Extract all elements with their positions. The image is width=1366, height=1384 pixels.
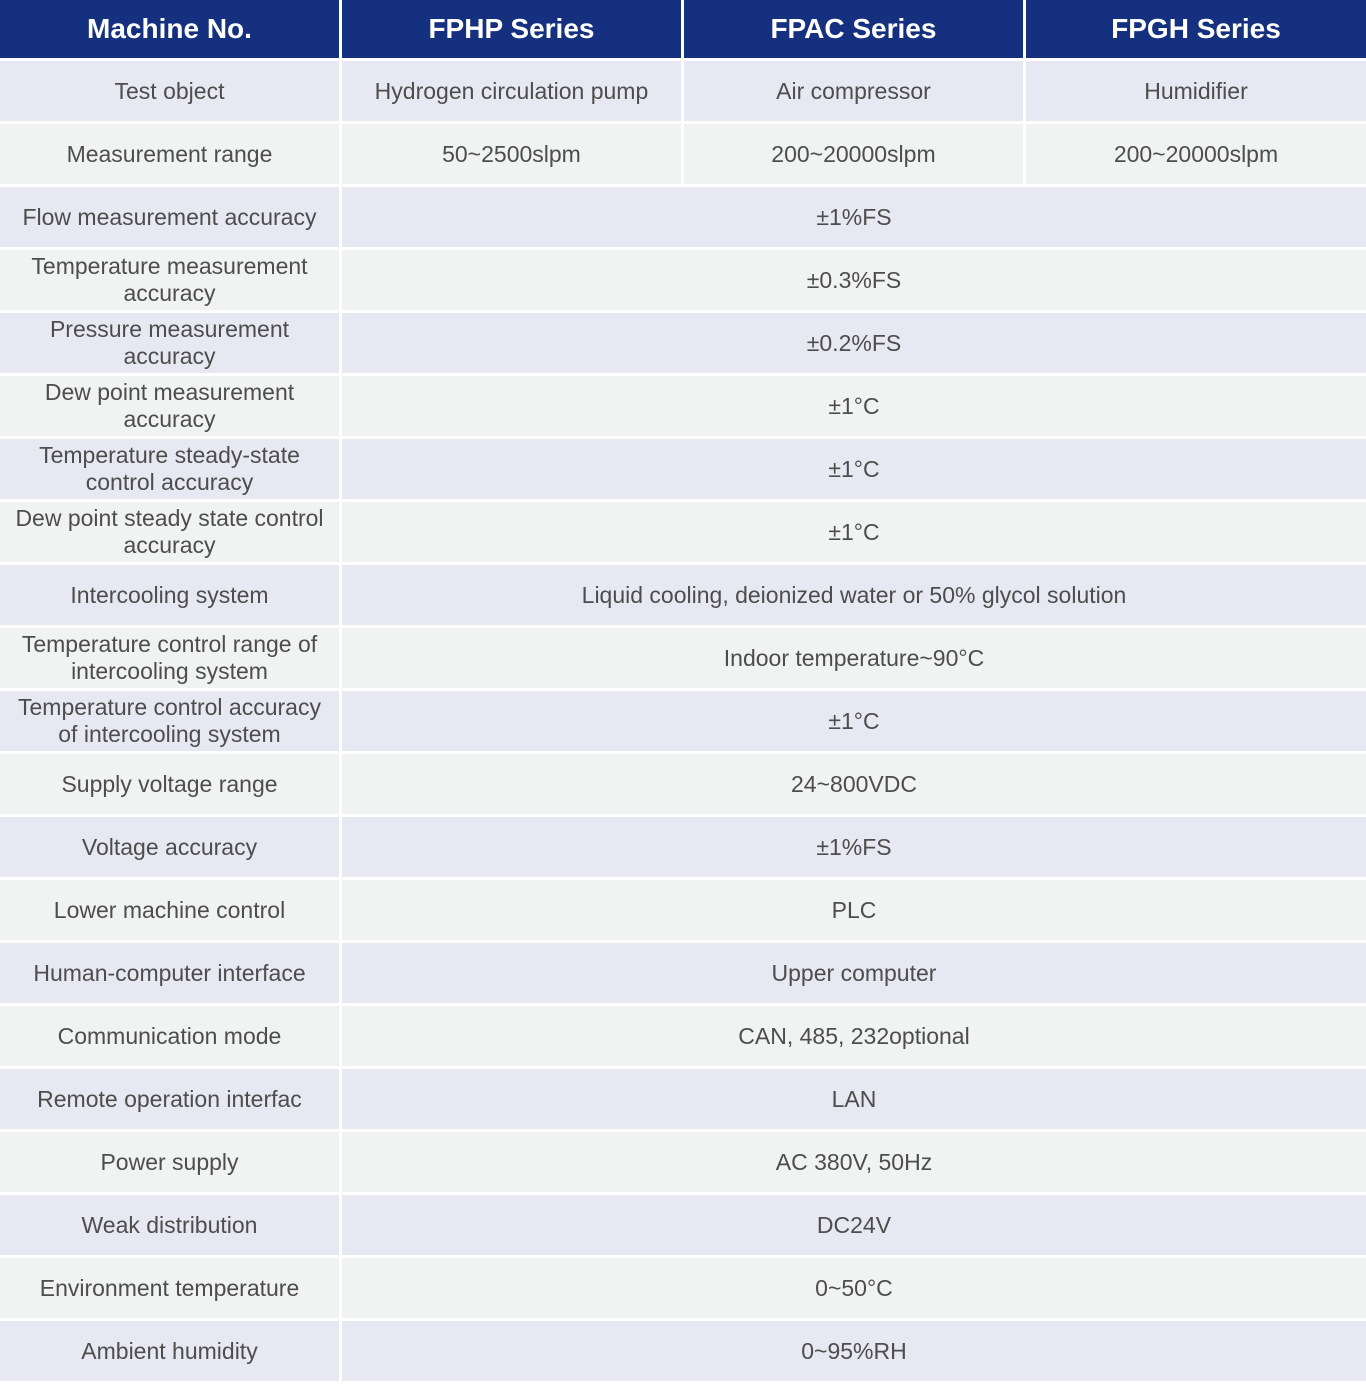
table-row xyxy=(0,691,1366,751)
row-label: Test object xyxy=(0,61,339,121)
row-label: Power supply xyxy=(0,1132,339,1192)
row-label: Environment temperature xyxy=(0,1258,339,1318)
row-label: Measurement range xyxy=(0,124,339,184)
row-value: ±1°C xyxy=(342,691,1366,751)
table-row xyxy=(0,1321,1366,1381)
table-row xyxy=(0,754,1366,814)
row-value-fpac: Air compressor xyxy=(684,61,1023,121)
row-label: Communication mode xyxy=(0,1006,339,1066)
row-label: Lower machine control xyxy=(0,880,339,940)
table-row xyxy=(0,439,1366,499)
row-value: PLC xyxy=(342,880,1366,940)
row-value: ±1%FS xyxy=(342,187,1366,247)
table-row xyxy=(0,943,1366,1003)
table-row xyxy=(0,628,1366,688)
row-label: Intercooling system xyxy=(0,565,339,625)
row-value: ±1°C xyxy=(342,439,1366,499)
table-row xyxy=(0,1195,1366,1255)
row-value: 0~95%RH xyxy=(342,1321,1366,1381)
table-row xyxy=(0,124,1366,184)
table-row xyxy=(0,313,1366,373)
row-label: Dew point steady state control accuracy xyxy=(0,502,339,562)
table-row xyxy=(0,1069,1366,1129)
table-row xyxy=(0,1132,1366,1192)
row-label: Flow measurement accuracy xyxy=(0,187,339,247)
table-row xyxy=(0,502,1366,562)
row-value: CAN, 485, 232optional xyxy=(342,1006,1366,1066)
row-label: Ambient humidity xyxy=(0,1321,339,1381)
row-value-fpgh: 200~20000slpm xyxy=(1026,124,1366,184)
table-row xyxy=(0,880,1366,940)
row-value-fpgh: Humidifier xyxy=(1026,61,1366,121)
row-value: LAN xyxy=(342,1069,1366,1129)
row-value: AC 380V, 50Hz xyxy=(342,1132,1366,1192)
row-value: DC24V xyxy=(342,1195,1366,1255)
row-value: ±1°C xyxy=(342,376,1366,436)
row-label: Temperature steady-state control accuracy xyxy=(0,439,339,499)
header-machine-no: Machine No. xyxy=(0,0,339,58)
header-row xyxy=(0,0,1366,58)
row-label: Weak distribution xyxy=(0,1195,339,1255)
table-row xyxy=(0,1006,1366,1066)
row-label: Dew point measurement accuracy xyxy=(0,376,339,436)
row-value-fphp: 50~2500slpm xyxy=(342,124,681,184)
table-row xyxy=(0,817,1366,877)
table-row xyxy=(0,187,1366,247)
header-series-fphp: FPHP Series xyxy=(342,0,681,58)
table-row xyxy=(0,250,1366,310)
row-value: ±0.3%FS xyxy=(342,250,1366,310)
row-value: Liquid cooling, deionized water or 50% glycol solution xyxy=(342,565,1366,625)
table-row xyxy=(0,376,1366,436)
header-series-fpac: FPAC Series xyxy=(684,0,1023,58)
row-label: Supply voltage range xyxy=(0,754,339,814)
row-label: Temperature control accuracy of intercooling system xyxy=(0,691,339,751)
row-value: 24~800VDC xyxy=(342,754,1366,814)
row-value: ±0.2%FS xyxy=(342,313,1366,373)
row-value: 0~50°C xyxy=(342,1258,1366,1318)
row-label: Human-computer interface xyxy=(0,943,339,1003)
row-label: Remote operation interfac xyxy=(0,1069,339,1129)
row-label: Temperature control range of intercooling system xyxy=(0,628,339,688)
row-label: Voltage accuracy xyxy=(0,817,339,877)
row-value-fphp: Hydrogen circulation pump xyxy=(342,61,681,121)
table-row xyxy=(0,61,1366,121)
row-value: Upper computer xyxy=(342,943,1366,1003)
row-value: ±1%FS xyxy=(342,817,1366,877)
row-label: Temperature measurement accuracy xyxy=(0,250,339,310)
table-row xyxy=(0,565,1366,625)
row-value-fpac: 200~20000slpm xyxy=(684,124,1023,184)
header-series-fpgh: FPGH Series xyxy=(1026,0,1366,58)
table-row xyxy=(0,1258,1366,1318)
row-value: Indoor temperature~90°C xyxy=(342,628,1366,688)
row-label: Pressure measurement accuracy xyxy=(0,313,339,373)
row-value: ±1°C xyxy=(342,502,1366,562)
